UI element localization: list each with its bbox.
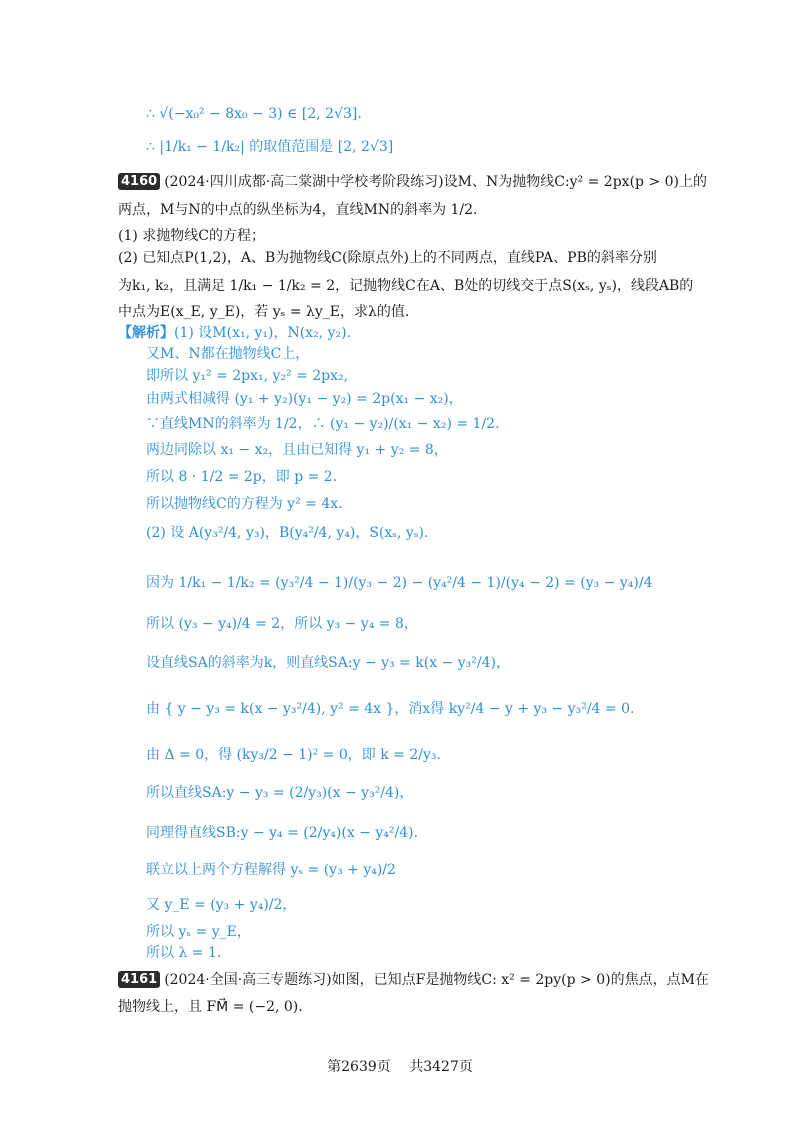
text-line	[146, 494, 343, 514]
text-line	[146, 895, 296, 915]
text-line	[146, 137, 393, 157]
page-number: 第2639页	[327, 1059, 391, 1075]
line-text: 即所以 y₁² = 2px₁, y₂² = 2px₂,	[146, 368, 349, 384]
text-line	[146, 104, 362, 124]
line-text: 又M、N都在抛物线C上，	[146, 346, 310, 362]
text-line	[146, 366, 348, 386]
text-line	[146, 523, 428, 543]
line-text: 由 Δ = 0，得 (ky₃/2 − 1)² = 0，即 k = 2/y₃.	[146, 747, 441, 763]
text-line	[118, 248, 657, 268]
line-text: 所以 λ = 1.	[146, 945, 222, 961]
text-line	[118, 276, 693, 296]
text-line	[118, 970, 709, 990]
text-line	[118, 172, 707, 192]
text-line	[146, 745, 441, 765]
line-text: 同理得直线SB:y − y₄ = (2/y₄)(x − y₄²/4).	[146, 825, 419, 841]
problem-number-badge: 4160	[118, 173, 160, 190]
text-line	[146, 414, 500, 434]
text-line	[146, 783, 413, 803]
line-text: (1) 求抛物线C的方程；	[118, 228, 265, 244]
line-text: ∵直线MN的斜率为 1/2，∴ (y₁ − y₂)/(x₁ − x₂) = 1/2.	[146, 416, 500, 432]
line-text: 所以抛物线C的方程为 y² = 4x.	[146, 496, 343, 512]
text-line	[146, 344, 309, 364]
line-text: 所以 yₛ = y_E，	[146, 924, 251, 940]
line-text: 所以直线SA:y − y₃ = (2/y₃)(x − y₃²/4)，	[146, 785, 414, 801]
line-text: 设直线SA的斜率为k，则直线SA:y − y₃ = k(x − y₃²/4)，	[146, 655, 510, 671]
line-text: 两点，M与N的中点的纵坐标为4，直线MN的斜率为 1/2.	[118, 202, 478, 218]
text-line	[146, 440, 448, 460]
line-text: 为k₁, k₂，且满足 1/k₁ − 1/k₂ = 2，记抛物线C在A、B处的切线交于点S(xₛ, yₛ)，线段AB的	[118, 278, 694, 294]
line-text: 因为 1/k₁ − 1/k₂ = (y₃²/4 − 1)/(y₃ − 2) − (y₄²/4 − 1)/(y₄ − 2) = (y₃ − y₄)/4	[146, 575, 653, 591]
line-text: 又 y_E = (y₃ + y₄)/2，	[146, 897, 297, 913]
text-line	[146, 823, 418, 843]
text-line	[118, 302, 409, 322]
line-text: 所以 8 · 1/2 = 2p，即 p = 2.	[146, 469, 338, 485]
text-line	[146, 614, 418, 634]
text-line	[118, 323, 351, 343]
text-line	[146, 653, 510, 673]
text-line	[146, 573, 652, 593]
page-total: 共3427页	[409, 1059, 473, 1075]
line-text: 中点为E(x_E, y_E)，若 yₛ = λy_E，求λ的值.	[118, 304, 410, 320]
text-line	[118, 200, 478, 220]
line-text: 所以 (y₃ − y₄)/4 = 2，所以 y₃ − y₄ = 8，	[146, 616, 418, 632]
line-text: 抛物线上，且 FM⃗ = (−2, 0).	[118, 999, 303, 1015]
line-text: (2024·全国·高三专题练习)如图，已知点F是抛物线C: x² = 2py(p > 0)的焦点，点M在	[164, 972, 709, 988]
line-text: (2024·四川成都·高二棠湖中学校考阶段练习)设M、N为抛物线C:y² = 2px(p > 0)上的	[164, 174, 707, 190]
line-text: (1) 设M(x₁, y₁)，N(x₂, y₂).	[174, 325, 352, 341]
text-line	[146, 699, 634, 719]
page-footer	[0, 1056, 800, 1076]
line-text: ∴ |1/k₁ − 1/k₂| 的取值范围是 [2, 2√3]	[146, 139, 394, 155]
line-text: (2) 已知点P(1,2)，A、B为抛物线C(除原点外)上的不同两点，直线PA、PB的斜率分别	[118, 250, 657, 266]
problem-number-badge: 4161	[118, 971, 160, 988]
solution-label: 【解析】	[118, 325, 174, 341]
line-text: 由两式相减得 (y₁ + y₂)(y₁ − y₂) = 2p(x₁ − x₂)，	[146, 391, 463, 407]
text-line	[118, 226, 265, 246]
text-line	[146, 389, 463, 409]
line-text: (2) 设 A(y₃²/4, y₃)，B(y₄²/4, y₄)，S(xₛ, yₛ).	[146, 525, 429, 541]
text-line	[118, 997, 303, 1017]
line-text: 由 { y − y₃ = k(x − y₃²/4), y² = 4x }，消x得 ky²/4 − y + y₃ − y₃²/4 = 0.	[146, 701, 635, 717]
line-text: 联立以上两个方程解得 yₛ = (y₃ + y₄)/2	[146, 862, 396, 878]
text-line	[146, 467, 337, 487]
text-line	[146, 860, 396, 880]
text-line	[146, 943, 221, 963]
line-text: 两边同除以 x₁ − x₂，且由已知得 y₁ + y₂ = 8，	[146, 442, 448, 458]
text-line	[146, 922, 251, 942]
line-text: ∴ √(−x₀² − 8x₀ − 3) ∈ [2, 2√3].	[146, 106, 362, 122]
